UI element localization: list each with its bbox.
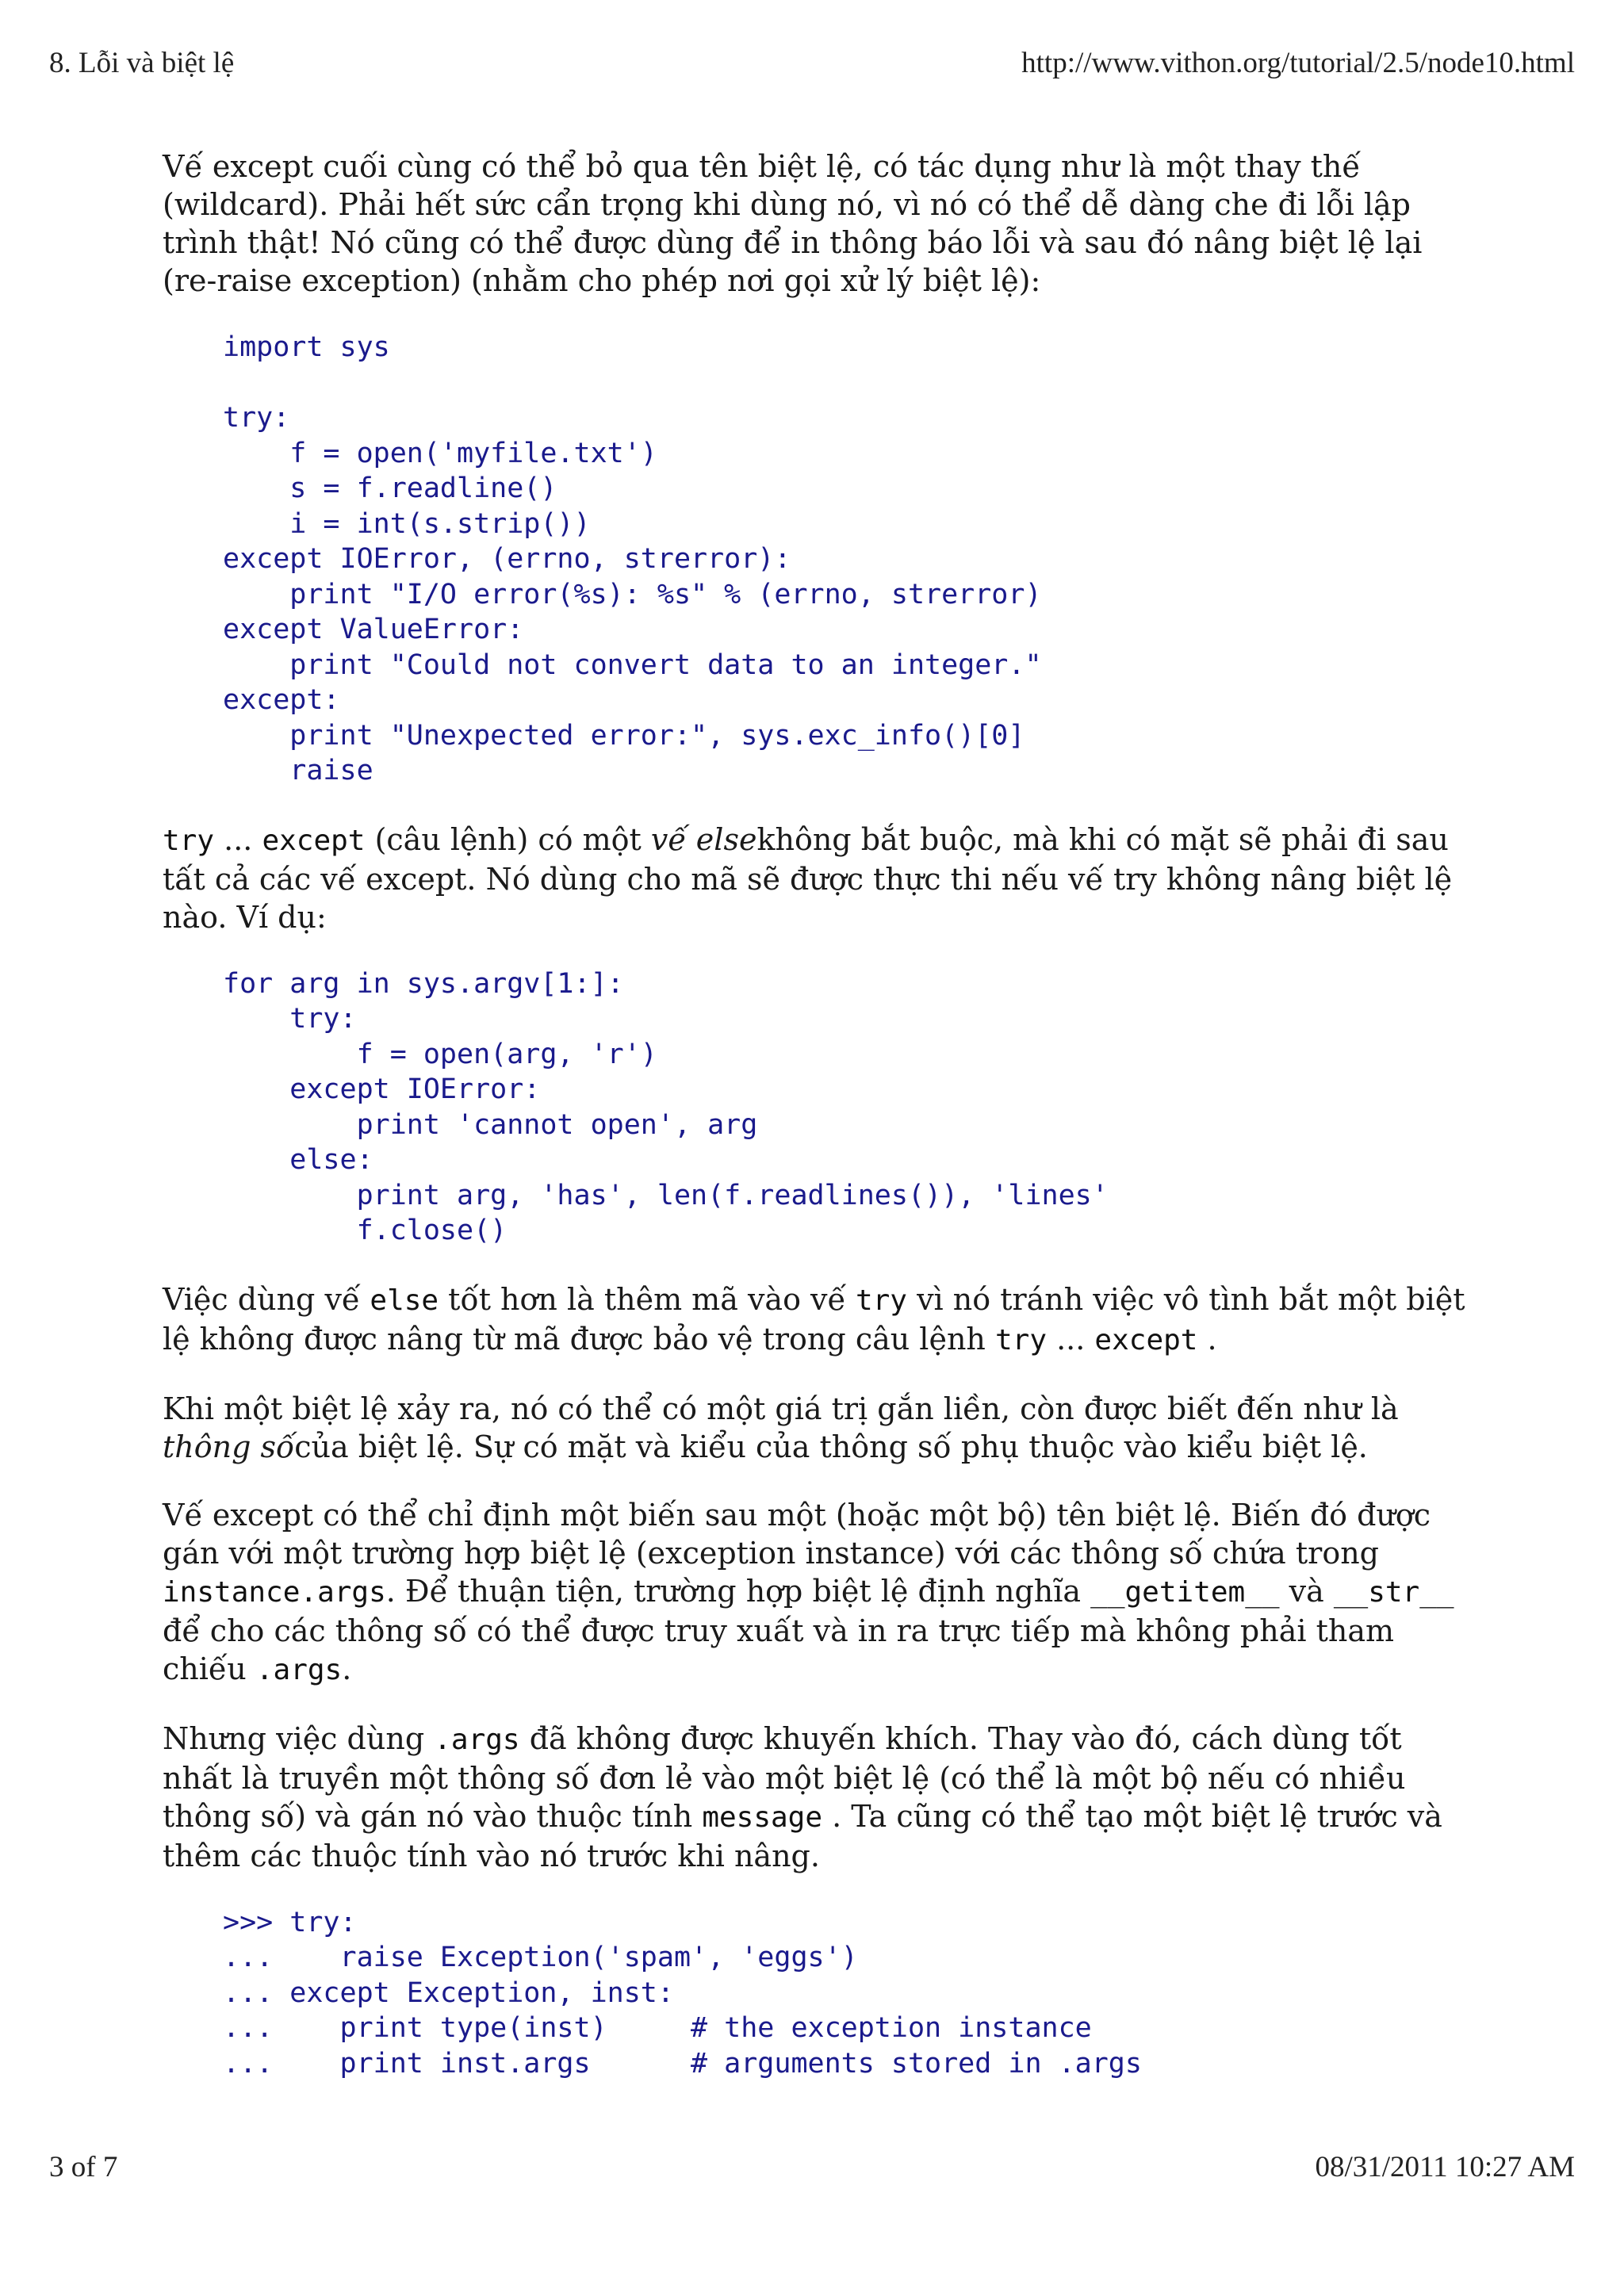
text-span: của biệt lệ. Sự có mặt và kiểu của thông số phụ thuộc vào kiểu biệt lệ. [294,1429,1368,1464]
inline-code: except [262,824,366,857]
text-span: và [1279,1573,1334,1609]
page-header [49,46,1575,80]
paragraph-bare-except: Vế except cuối cùng có thể bỏ qua tên biệt lệ, có tác dụng như là một thay thế (wildcard). Phải hết sức cẩn trọng khi dùng nó, vì nó có thể dễ dàng che đi lỗi lập trình thật! Nó cũng có thể được dùng để in thông báo lỗi và sau đó nâng biệt lệ lại (re-raise exception) (nhằm cho phép nơi gọi xử lý biệt lệ): [163,149,1423,298]
inline-code: .args [434,1723,520,1756]
code-block-else-example: for arg in sys.argv[1:]: try: f = open(arg, 'r') except IOError: print 'cannot open', arg else: print arg, 'has', len(f.readlines()), 'lines' f.close() [223,967,1109,1246]
code-block-except-example: import sys try: f = open('myfile.txt') s = f.readline() i = int(s.strip()) except IOError, (errno, strerror): print "I/O error(%s): %s" % (errno, strerror) except ValueError: print "Could not convert data to an integer." except: print "Unexpected error:", sys.exc_info()[0] raise [223,331,1042,786]
page-footer [49,2150,1575,2184]
main-content [163,147,1479,2113]
inline-code: __str__ [1333,1575,1454,1609]
emphasis: thông số [163,1429,295,1464]
paragraph-message-attribute [163,1720,1479,1875]
inline-code: try [855,1284,907,1317]
paragraph-exception-instance [163,1496,1479,1689]
text-span: Nhưng việc dùng [163,1720,435,1756]
print-timestamp: 08/31/2011 10:27 AM [1315,2151,1575,2183]
text-span: (câu lệnh) có một [365,821,651,857]
inline-code: try [163,824,215,857]
paragraph-else-benefit [163,1280,1479,1360]
text-span: . [1197,1321,1217,1357]
inline-code: else [370,1284,439,1317]
inline-code: message [702,1800,823,1834]
inline-code: .args [255,1653,343,1686]
inline-code: __getitem__ [1090,1575,1280,1609]
text-span: . Ta cũng có thể tạo một biệt lệ trước và thêm các thuộc tính vào nó trước khi nâng. [163,1798,1442,1873]
inline-code: except [1094,1323,1198,1357]
page-title: 8. Lỗi và biệt lệ [49,47,235,79]
code-block-interactive-example: >>> try: ... raise Exception('spam', 'eggs') ... except Exception, inst: ... print type(inst) # the exception instance ... print inst.args # arguments stored in .args [223,1906,1142,2080]
text-span: ... [214,821,262,857]
emphasis: vế else [650,821,757,857]
inline-code: instance.args [163,1575,386,1609]
text-span: Vế except có thể chỉ định một biến sau một (hoặc một bộ) tên biệt lệ. Biến đó được gán với một trường hợp biệt lệ (exception instance) với các thông số chứa trong [163,1497,1431,1571]
text-span: để cho các thông số có thể được truy xuất và in ra trực tiếp mà không phải tham chiếu [163,1613,1395,1686]
paragraph-exception-argument [163,1390,1479,1466]
text-span: đã không được khuyến khích. Thay vào đó, cách dùng tốt nhất là truyền một thông số đơn lẻ vào một biệt lệ (có thể là một bộ nếu có nhiều thông số) và gán nó vào thuộc tính [163,1720,1406,1834]
inline-code: try [994,1323,1048,1357]
text-span: tốt hơn là thêm mã vào vế [439,1281,856,1317]
text-span: . Để thuận tiện, trường hợp biệt lệ định nghĩa [385,1573,1091,1609]
paragraph-else-clause [163,821,1479,936]
text-span: vì nó tránh việc vô tình bắt một biệt lệ không được nâng từ mã được bảo vệ trong câu lệnh [163,1281,1465,1357]
text-span: ... [1047,1321,1095,1357]
page-url: http://www.vithon.org/tutorial/2.5/node10.html [1021,47,1575,79]
text-span: Khi một biệt lệ xảy ra, nó có thể có một giá trị gắn liền, còn được biết đến như là [163,1391,1399,1426]
text-span: không bắt buộc, mà khi có mặt sẽ phải đi sau tất cả các vế except. Nó dùng cho mã sẽ được thực thi nếu vế try không nâng biệt lệ nào. Ví dụ: [163,821,1453,935]
text-span: . [342,1651,352,1686]
page-number: 3 of 7 [49,2151,118,2183]
text-span: Việc dùng vế [163,1281,370,1317]
